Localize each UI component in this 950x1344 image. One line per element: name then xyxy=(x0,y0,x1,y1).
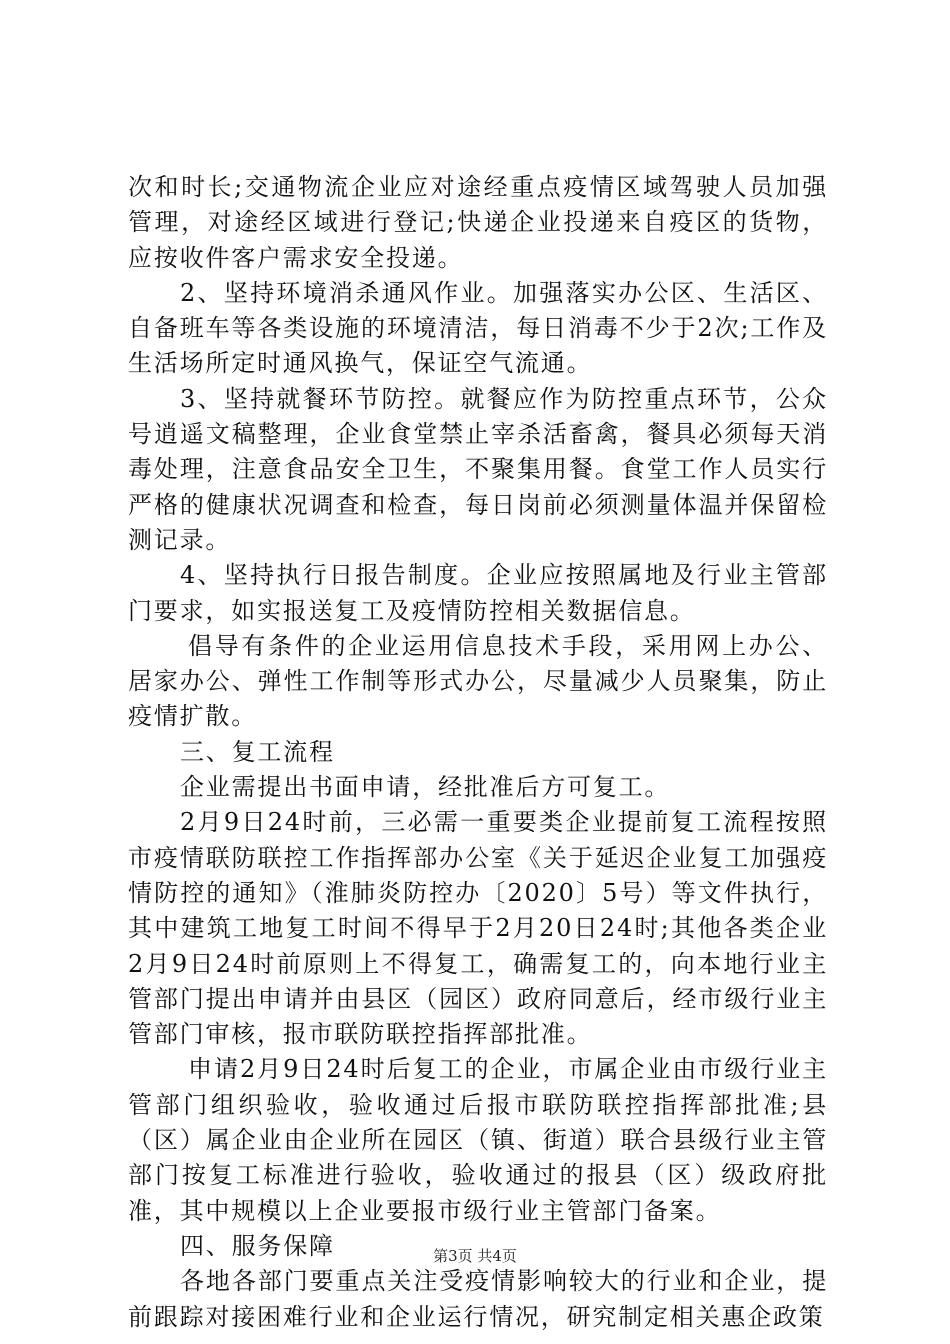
paragraph-remote-work: 倡导有条件的企业运用信息技术手段，采用网上办公、居家办公、弹性工作制等形式办公，尽量减少人员聚集，防止疫情扩散。 xyxy=(128,631,828,731)
section-heading-resumption-process: 三、复工流程 xyxy=(180,737,335,766)
page-number-footer: 第3页 共4页 xyxy=(433,1247,517,1265)
document-body xyxy=(128,170,828,1335)
section-heading-service-support: 四、服务保障 xyxy=(180,1231,335,1260)
paragraph-after-feb-9: 申请2月9日24时后复工的企业，市属企业由市级行业主管部门组织验收，验收通过后报市联防联控指挥部批准;县（区）属企业由企业所在园区（镇、街道）联合县级行业主管部门按复工标准进行验收，验收通过的报县（区）级政府批准，其中规模以上企业要报市级行业主管部门备案。 xyxy=(128,1055,828,1225)
paragraph-before-feb-9: 2月9日24时前，三必需一重要类企业提前复工流程按照市疫情联防联控工作指挥部办公室《关于延迟企业复工加强疫情防控的通知》（淮肺炎防控办〔2020〕5号）等文件执行，其中建筑工地复工时间不得早于2月20日24时;其他各类企业2月9日24时前原则上不得复工，确需复工的，向本地行业主管部门提出申请并由县区（园区）政府同意后，经市级行业主管部门审核，报市联防联控指挥部批准。 xyxy=(128,808,828,1049)
paragraph-disinfection: 2、坚持环境消杀通风作业。加强落实办公区、生活区、自备班车等各类设施的环境清洁，每日消毒不少于2次;工作及生活场所定时通风换气，保证空气流通。 xyxy=(128,278,828,378)
paragraph-daily-report: 4、坚持执行日报告制度。企业应按照属地及行业主管部门要求，如实报送复工及疫情防控相关数据信息。 xyxy=(128,561,828,625)
paragraph-service-support: 各地各部门要重点关注受疫情影响较大的行业和企业，提前跟踪对接困难行业和企业运行情况，研究制定相关惠企政策 xyxy=(128,1267,828,1331)
paragraph-logistics: 次和时长;交通物流企业应对途经重点疫情区域驾驶人员加强管理，对途经区域进行登记;快递企业投递来自疫区的货物，应按收件客户需求安全投递。 xyxy=(128,173,828,272)
paragraph-application: 企业需提出书面申请，经批准后方可复工。 xyxy=(180,773,671,802)
paragraph-dining: 3、坚持就餐环节防控。就餐应作为防控重点环节，公众号逍遥文稿整理，企业食堂禁止宰杀活畜禽，餐具必须每天消毒处理，注意食品安全卫生，不聚集用餐。食堂工作人员实行严格的健康状况调查和检查，每日岗前必须测量体温并保留检测记录。 xyxy=(128,384,828,554)
